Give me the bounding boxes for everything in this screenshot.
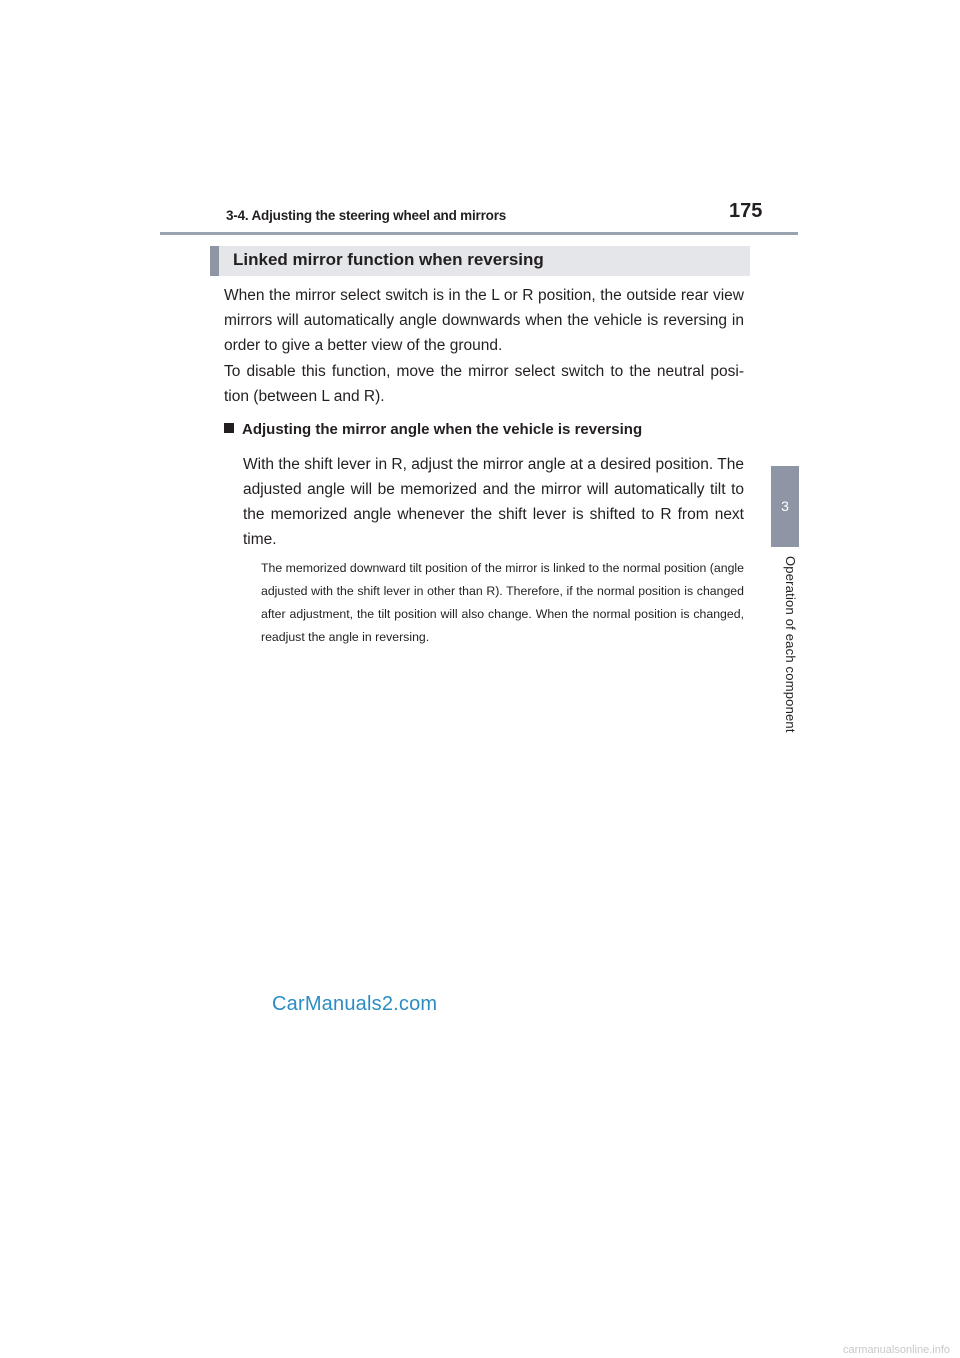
section-heading: Linked mirror function when reversing — [233, 250, 544, 269]
subheading-text: Adjusting the mirror angle when the vehicle is reversing — [242, 421, 643, 438]
body-paragraph-3: With the shift lever in R, adjust the mirror angle at a desired position. The adjusted angle will be memorized and the mirror will automatically tilt to the memorized angle whenever the shift lever is shifted to R from next time. — [243, 456, 744, 548]
body-paragraph-1: When the mirror select switch is in the L or R position, the outside rear view mirrors will automatically angle downwards when the vehicle is reversing in order to give a better view of the ground. — [224, 287, 744, 354]
body-paragraph-2: To disable this function, move the mirror select switch to the neutral posi-tion (between L and R). — [224, 363, 744, 405]
square-bullet-icon — [224, 423, 234, 433]
subheading — [224, 421, 642, 438]
section-heading-box — [210, 246, 750, 276]
note-paragraph: The memorized downward tilt position of the mirror is linked to the normal position (angle adjusted with the shift lever in other than R). Therefore, if the normal position is changed after adjustment, the tilt position will also change. When the normal position is changed, readjust the angle in reversing. — [261, 561, 744, 644]
watermark-logo: CarManuals2.com — [272, 993, 438, 1015]
chapter-tab: 3 — [771, 466, 799, 547]
page-number: 175 — [729, 200, 763, 222]
chapter-title: Operation of each component — [783, 556, 798, 733]
running-header-section: 3-4. Adjusting the steering wheel and mirrors — [226, 208, 507, 223]
footer-watermark: carmanualsonline.info — [843, 1344, 951, 1356]
